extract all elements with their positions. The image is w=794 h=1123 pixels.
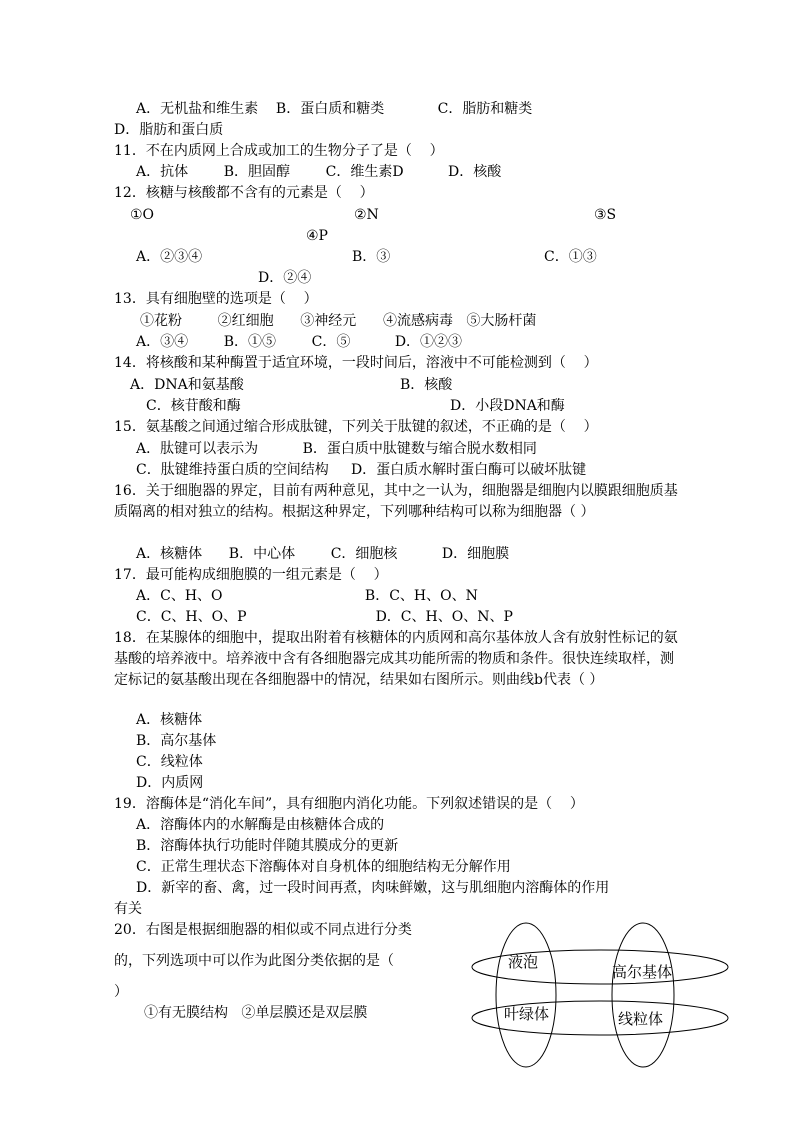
q12-stem: 12．核糖与核酸都不含有的元素是（ ） [114, 185, 374, 201]
label-chloroplast: 叶绿体 [504, 1005, 550, 1023]
q20-stem-line1: 20．右图是根据细胞器的相似或不同点进行分类 [114, 922, 412, 938]
q14-stem: 14．将核酸和某种酶置于适宜环境，一段时间后，溶液中不可能检测到（ ） [114, 355, 598, 371]
label-golgi: 高尔基体 [612, 963, 673, 981]
q13-stem: 13．具有细胞壁的选项是（ ） [114, 291, 318, 307]
q17-options-cd: C．C、H、O、P D．C、H、O、N、P [136, 609, 513, 625]
q12-option-d: D．②④ [258, 270, 312, 286]
q19-stem: 19．溶酶体是“消化车间”，具有细胞内消化功能。下列叙述错误的是（ ） [114, 796, 584, 812]
q12-item-1: ①O [130, 207, 155, 223]
q19-option-b: B．溶酶体执行功能时伴随其膜成分的更新 [136, 838, 399, 854]
q20-stem-line2: 的，下列选项中可以作为此图分类依据的是（ [114, 953, 394, 969]
q15-options-cd: C．肽键维持蛋白质的空间结构 D．蛋白质水解时蛋白酶可以破坏肽键 [136, 462, 587, 478]
q11-options: A．抗体 B．胆固醇 C．维生素D D．核酸 [136, 164, 502, 180]
q14-option-d: D．小段DNA和酶 [450, 398, 565, 414]
q16-options: A．核糖体 B．中心体 C．细胞核 D．细胞膜 [136, 546, 510, 562]
q18-stem: 18．在某腺体的细胞中，提取出附着有核糖体的内质网和高尔基体放人含有放射性标记的氨基酸的培养液中。培养液中含有各细胞器完成其功能所需的物质和条件。很快连续取样，测定标记的氨基酸出现在各细胞器中的情况，结果如右图所示。则曲线b代表（ ） [114, 630, 678, 688]
right-vertical-ellipse [612, 923, 674, 1067]
q20-items: ①有无膜结构 ②单层膜还是双层膜 [144, 1005, 368, 1021]
q16-stem: 16．关于细胞器的界定，目前有两种意见，其中之一认为，细胞器是细胞内以膜跟细胞质基质隔离的相对独立的结构。根据这种界定，下列哪种结构可以称为细胞器（ ） [114, 483, 678, 520]
q10-option-d: D．脂肪和蛋白质 [114, 122, 224, 138]
q19-option-c: C．正常生理状态下溶酶体对自身机体的细胞结构无分解作用 [136, 859, 511, 875]
q17-stem: 17．最可能构成细胞膜的一组元素是（ ） [114, 567, 388, 583]
q14-option-b: B．核酸 [400, 377, 453, 393]
q18-option-a: A．核糖体 [136, 712, 203, 728]
q12-option-c: C．①③ [544, 249, 597, 265]
q15-options-ab: A．肽键可以表示为 B．蛋白质中肽键数与缩合脱水数相同 [136, 441, 537, 457]
q12-item-3: ③S [594, 207, 617, 223]
q12-option-a: A．②③④ [136, 249, 203, 265]
left-vertical-ellipse [496, 923, 556, 1067]
q18-option-d: D．内质网 [136, 775, 204, 791]
q17-options-ab: A．C、H、O B．C、H、O、N [136, 588, 478, 604]
q19-option-d-cont: 有关 [114, 901, 142, 917]
q11-stem: 11．不在内质网上合成或加工的生物分子了是（ ） [114, 143, 444, 159]
q15-stem: 15．氨基酸之间通过缩合形成肽键，下列关于肽键的叙述，不正确的是（ ） [114, 419, 598, 435]
q14-option-c: C．核苷酸和酶 [146, 398, 241, 414]
q12-item-2: ②N [354, 207, 379, 223]
q14-option-a: A．DNA和氨基酸 [130, 377, 244, 393]
organelle-classification-diagram [466, 920, 736, 1070]
q13-options: A．③④ B．①⑤ C．⑤ D．①②③ [136, 334, 463, 350]
q18-option-c: C．线粒体 [136, 754, 203, 770]
q13-items: ①花粉 ②红细胞 ③神经元 ④流感病毒 ⑤大肠杆菌 [140, 313, 537, 329]
label-vacuole: 液泡 [508, 953, 539, 971]
q19-option-d: D．新宰的畜、禽，过一段时间再煮，肉味鲜嫩，这与肌细胞内溶酶体的作用 [136, 880, 610, 896]
q20-stem-line3: ） [114, 984, 128, 1000]
q10-options-abc: A．无机盐和维生素 B．蛋白质和糖类 C．脂肪和糖类 [136, 101, 533, 117]
label-mitochondria: 线粒体 [618, 1010, 664, 1028]
q12-option-b: B．③ [352, 249, 391, 265]
q12-item-4: ④P [306, 228, 328, 244]
q18-option-b: B．高尔基体 [136, 733, 217, 749]
q19-option-a: A．溶酶体内的水解酶是由核糖体合成的 [136, 817, 385, 833]
